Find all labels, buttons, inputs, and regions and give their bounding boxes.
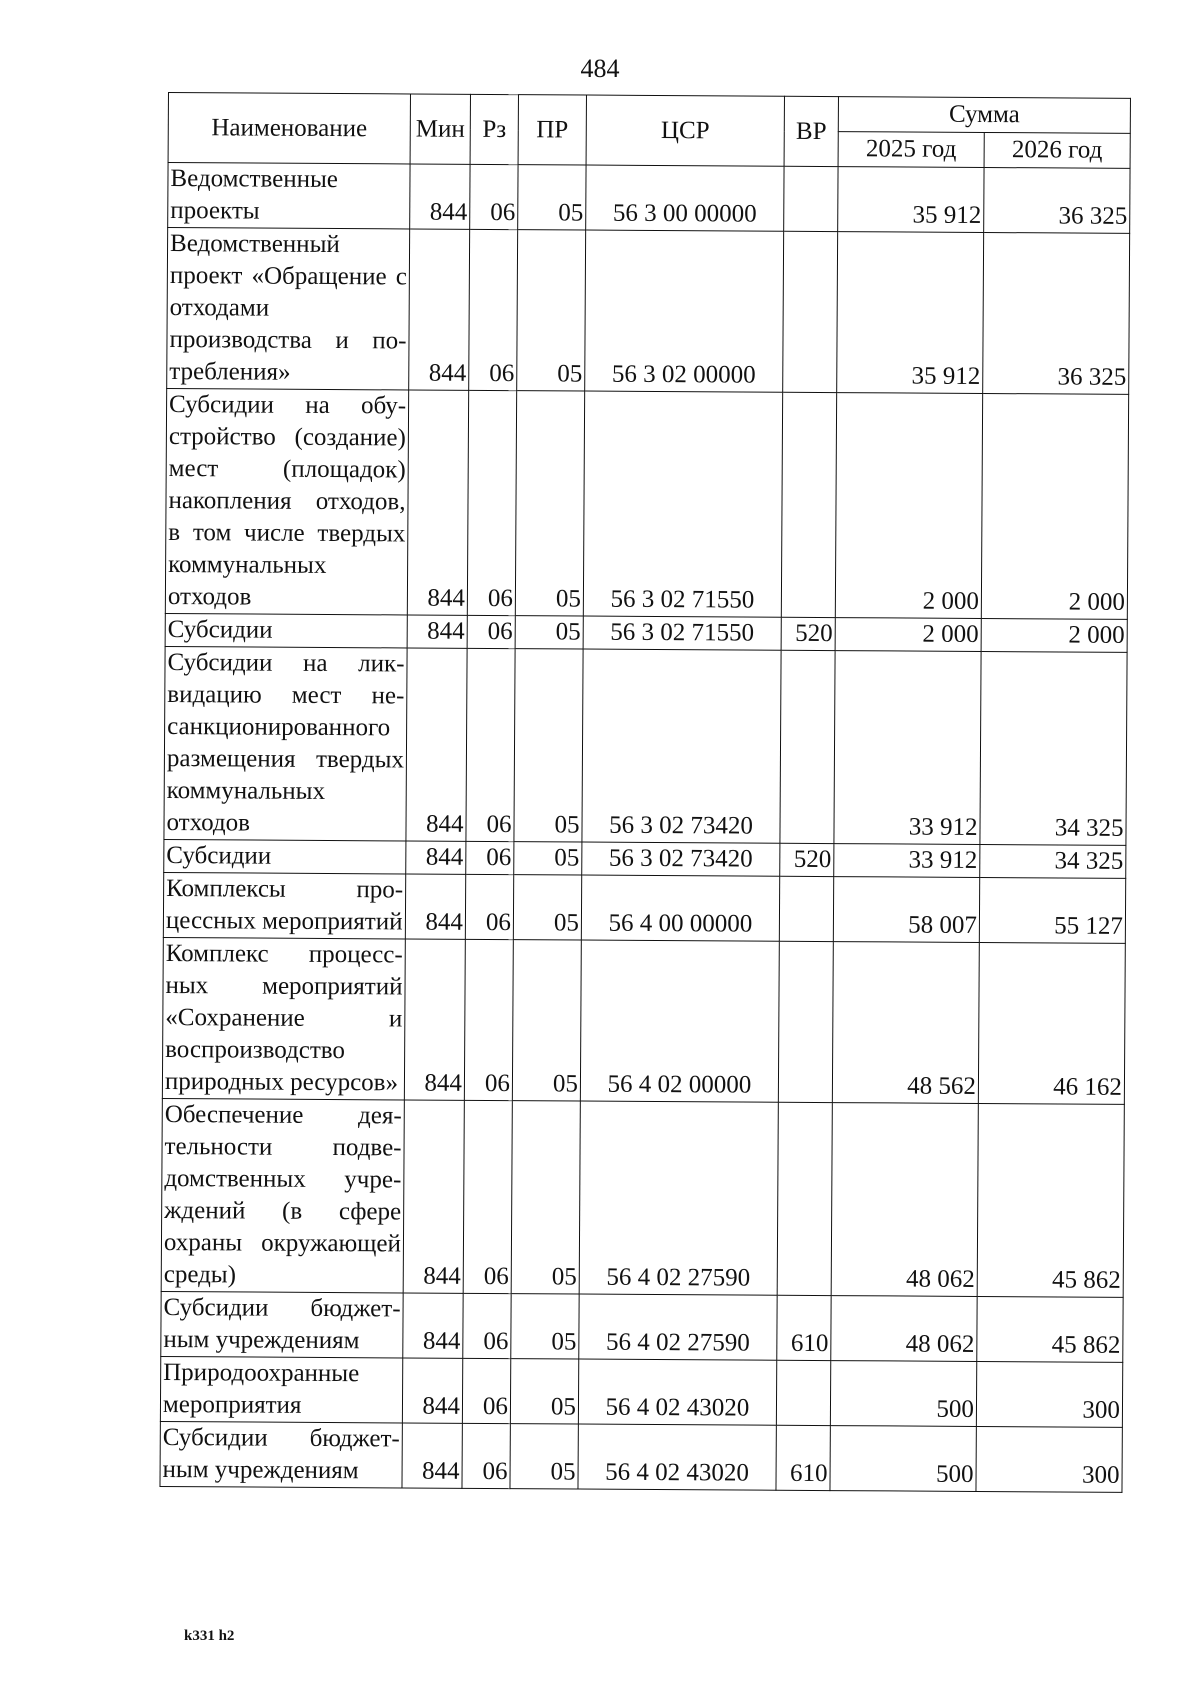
cell-2026: 34 325 xyxy=(980,844,1126,878)
cell-2026: 45 862 xyxy=(977,1296,1123,1362)
cell-vr: 610 xyxy=(776,1425,830,1490)
cell-pr: 05 xyxy=(515,391,584,616)
cell-name: Обеспечение деятельности подведомственных учреждений (в сфере охраны окружающей среды) xyxy=(161,1098,404,1292)
cell-2025: 58 007 xyxy=(833,877,979,943)
cell-name: Субсидии бюджетным учреждениям xyxy=(160,1421,402,1487)
cell-pr: 05 xyxy=(518,165,586,230)
table-row xyxy=(167,228,1130,395)
header-row xyxy=(168,93,1130,134)
cell-min: 844 xyxy=(405,874,465,939)
header-2026: 2026 год xyxy=(984,132,1130,168)
cell-pr: 05 xyxy=(517,230,586,391)
cell-name: Ведомственные проекты xyxy=(168,163,410,229)
cell-rz: 06 xyxy=(466,648,515,841)
cell-vr: 520 xyxy=(781,617,835,650)
cell-pr: 05 xyxy=(515,616,583,649)
cell-pr: 05 xyxy=(510,1359,578,1424)
cell-csr: 56 3 00 00000 xyxy=(586,165,784,231)
page-number: 484 xyxy=(580,54,620,83)
cell-2026: 2 000 xyxy=(981,393,1128,619)
cell-2025: 500 xyxy=(830,1426,976,1492)
cell-rz: 06 xyxy=(463,1100,512,1293)
cell-min: 844 xyxy=(407,615,467,648)
cell-vr xyxy=(783,231,838,392)
cell-pr: 05 xyxy=(511,1294,579,1359)
cell-min: 844 xyxy=(404,939,465,1100)
cell-2026: 55 127 xyxy=(979,877,1125,943)
cell-min: 844 xyxy=(410,164,470,229)
cell-2026: 2 000 xyxy=(981,618,1127,652)
cell-vr xyxy=(778,941,833,1102)
budget-table xyxy=(159,92,1131,1493)
cell-min: 844 xyxy=(407,390,468,615)
cell-rz: 06 xyxy=(467,615,515,648)
cell-name: Ведомственный проект «Обращение с отходами производства и потребления» xyxy=(167,228,410,390)
cell-vr xyxy=(779,876,833,941)
cell-pr: 05 xyxy=(511,1101,580,1294)
cell-2025: 500 xyxy=(830,1361,976,1427)
cell-2026: 46 162 xyxy=(978,942,1125,1104)
table-row xyxy=(161,1098,1124,1297)
cell-vr xyxy=(777,1102,832,1295)
cell-vr xyxy=(776,1360,830,1425)
cell-pr: 05 xyxy=(512,940,581,1101)
cell-2026: 300 xyxy=(976,1426,1122,1492)
cell-min: 844 xyxy=(403,1293,463,1358)
cell-2025: 35 912 xyxy=(837,232,984,394)
header-csr: ЦСР xyxy=(586,95,784,166)
cell-2025: 33 912 xyxy=(834,844,980,878)
table-row xyxy=(162,937,1125,1104)
cell-csr: 56 4 02 43020 xyxy=(578,1359,776,1425)
header-rz: Рз xyxy=(470,94,518,164)
cell-rz: 06 xyxy=(465,874,513,939)
header-name: Наименование xyxy=(168,93,410,164)
cell-2025: 35 912 xyxy=(838,167,984,233)
cell-2025: 2 000 xyxy=(835,618,981,652)
cell-csr: 56 4 02 27590 xyxy=(579,1101,778,1295)
cell-csr: 56 4 02 43020 xyxy=(578,1424,776,1490)
cell-name: Субсидии xyxy=(165,613,407,647)
footer-code: k331 h2 xyxy=(184,1628,235,1644)
cell-2026: 36 325 xyxy=(984,167,1130,233)
cell-2025: 48 062 xyxy=(831,1296,977,1362)
cell-pr: 05 xyxy=(510,1424,578,1489)
cell-rz: 06 xyxy=(464,939,513,1100)
cell-min: 844 xyxy=(403,1100,464,1293)
cell-min: 844 xyxy=(402,1423,462,1488)
table-row xyxy=(160,1356,1122,1427)
header-2025: 2025 год xyxy=(838,132,984,168)
cell-rz: 06 xyxy=(463,1293,511,1358)
cell-rz: 06 xyxy=(467,390,516,615)
cell-csr: 56 3 02 73420 xyxy=(582,649,781,843)
cell-rz: 06 xyxy=(462,1423,510,1488)
cell-csr: 56 4 02 27590 xyxy=(579,1294,777,1360)
cell-2025: 48 062 xyxy=(831,1103,978,1297)
cell-2026: 34 325 xyxy=(980,651,1127,845)
cell-min: 844 xyxy=(406,648,467,841)
header-vr: ВР xyxy=(784,96,838,166)
cell-2025: 33 912 xyxy=(834,651,981,845)
cell-csr: 56 3 02 71550 xyxy=(583,391,782,617)
cell-vr xyxy=(784,166,838,231)
table-row xyxy=(164,646,1127,845)
cell-vr xyxy=(781,392,836,617)
cell-name: Субсидии на обустройство (создание) мест (площадок) накопления отходов, в том числе твердых коммунальных отходов xyxy=(165,388,408,614)
cell-pr: 05 xyxy=(514,842,582,875)
cell-csr: 56 3 02 00000 xyxy=(585,230,784,392)
header-pr: ПР xyxy=(518,95,586,165)
cell-pr: 05 xyxy=(513,875,581,940)
cell-2026: 45 862 xyxy=(977,1103,1124,1297)
cell-min: 844 xyxy=(402,1358,462,1423)
table-row xyxy=(160,1421,1122,1492)
cell-rz: 06 xyxy=(470,164,518,229)
cell-name: Комплексы процессных мероприятий xyxy=(163,872,405,938)
table-body xyxy=(160,163,1130,1493)
cell-csr: 56 3 02 73420 xyxy=(582,842,780,876)
header-sum: Сумма xyxy=(838,97,1130,134)
cell-name: Комплекс процессных мероприятий «Сохранение и воспроизводство природных ресурсов» xyxy=(162,937,405,1099)
cell-min: 844 xyxy=(406,841,466,874)
cell-name: Субсидии на ликвидацию мест несанкционированного размещения твердых коммунальных отходов xyxy=(164,646,407,840)
cell-rz: 06 xyxy=(466,841,514,874)
table-row xyxy=(168,163,1130,234)
cell-2025: 2 000 xyxy=(835,393,982,619)
cell-min: 844 xyxy=(409,229,470,390)
cell-name: Природоохранные мероприятия xyxy=(160,1356,402,1422)
table-row xyxy=(165,388,1128,619)
cell-name: Субсидии бюджетным учреждениям xyxy=(161,1291,403,1357)
cell-2025: 48 562 xyxy=(832,942,979,1104)
cell-csr: 56 4 00 00000 xyxy=(581,875,779,941)
cell-2026: 300 xyxy=(976,1361,1122,1427)
table-row xyxy=(163,872,1125,943)
cell-pr: 05 xyxy=(514,649,583,842)
cell-csr: 56 3 02 71550 xyxy=(583,616,781,650)
cell-vr: 520 xyxy=(780,843,834,876)
cell-2026: 36 325 xyxy=(983,232,1130,394)
table-row xyxy=(161,1291,1123,1362)
header-min: Мин xyxy=(410,94,470,164)
cell-rz: 06 xyxy=(469,229,518,390)
cell-name: Субсидии xyxy=(164,839,406,873)
cell-csr: 56 4 02 00000 xyxy=(580,940,779,1102)
cell-vr: 610 xyxy=(777,1295,831,1360)
cell-vr xyxy=(780,650,835,843)
cell-rz: 06 xyxy=(462,1358,510,1423)
